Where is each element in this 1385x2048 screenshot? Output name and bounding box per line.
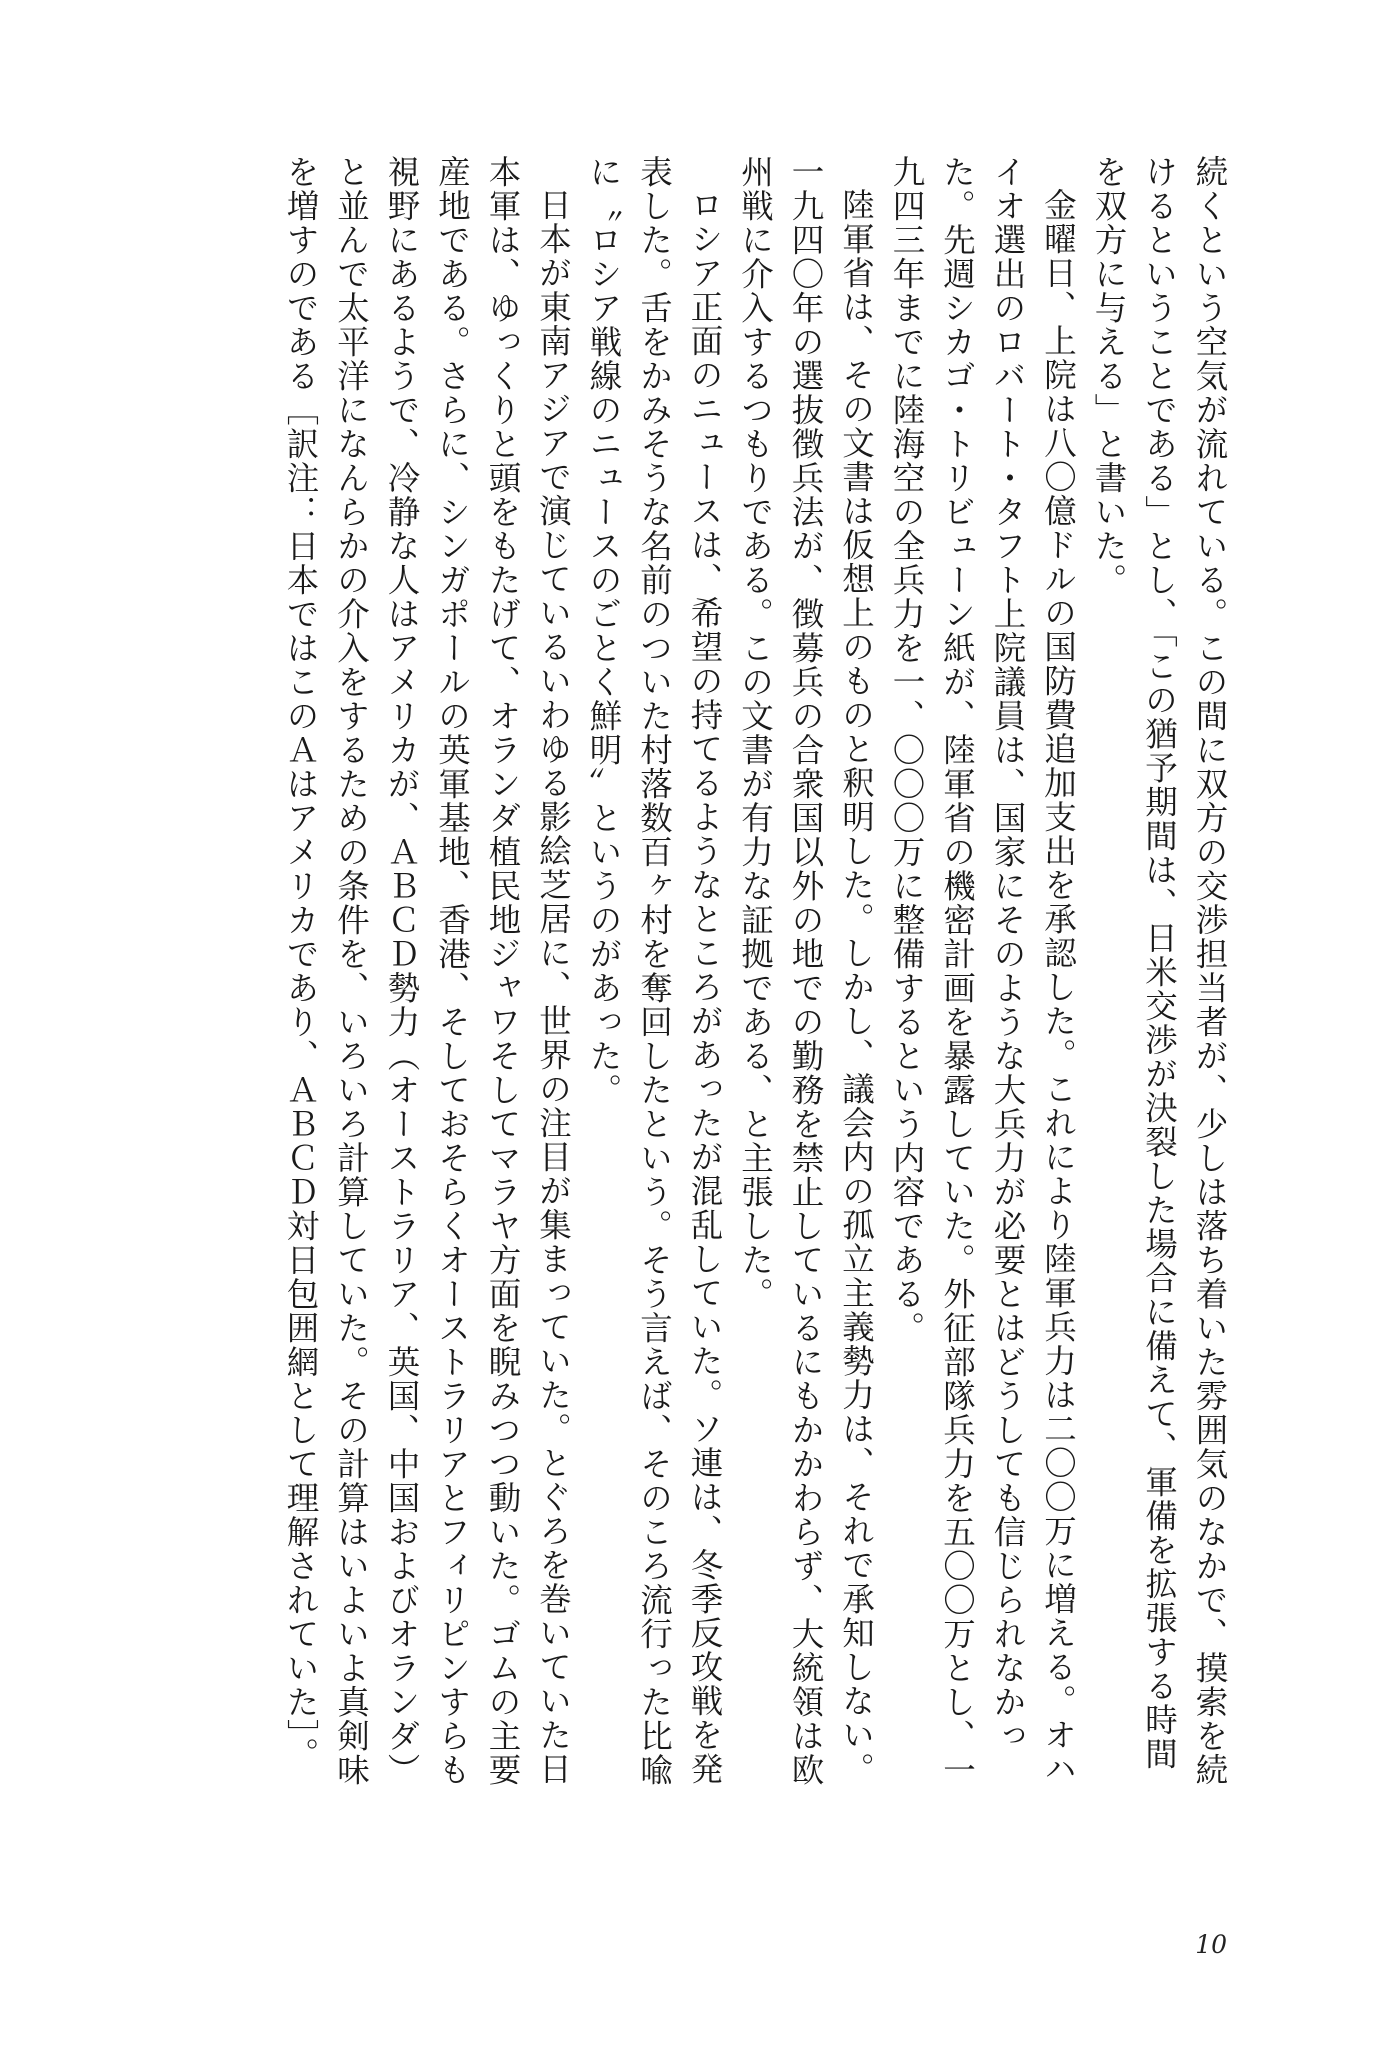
paragraph-senate: 金曜日、上院は八〇億ドルの国防費追加支出を承認した。これにより陸軍兵力は二〇〇万に増える。オハイオ選出のロバート・タフト上院議員は、国家にそのような大兵力が必要とはどうしても信じられなかった。先週シカゴ・トリビューン紙が、陸軍省の機密計画を暴露していた。外征部隊兵力を五〇〇万とし、一九四三年までに陸海空の全兵力を一、〇〇〇万に整備するという内容である。	[888, 155, 1078, 1787]
paragraph-war-department: 陸軍省は、その文書は仮想上のものと釈明した。しかし、議会内の孤立主義勢力は、それで承知しない。一九四〇年の選抜徴兵法が、徴募兵の合衆国以外の地での勤務を禁止しているにもかかわらず、大統領は欧州戦に介入するつもりである。この文書が有力な証拠である、と主張した。	[736, 155, 876, 1787]
paragraph-continued: 続くという空気が流れている。この間に双方の交渉担当者が、少しは落ち着いた雰囲気のなかで、摸索を続けるということである」とし、「この猶予期間は、日米交渉が決裂した場合に備えて、軍備を拡張する時間を双方に与える」と書いた。	[1090, 155, 1229, 1787]
page-number: 10	[1195, 1930, 1227, 1959]
paragraph-russian-front: ロシア正面のニュースは、希望の持てるようなところがあったが混乱していた。ソ連は、冬季反攻戦を発表した。舌をかみそうな名前のついた村落数百ヶ村を奪回したという。そう言えば、そのころ流行った比喩に〝ロシア戦線のニュースのごとく鮮明〟というのがあった。	[585, 155, 724, 1787]
vertical-text-body	[150, 155, 1235, 1795]
paragraph-japan-southeast-asia: 日本が東南アジアで演じているいわゆる影絵芝居に、世界の注目が集まっていた。とぐろを巻いていた日本軍は、ゆっくりと頭をもたげて、オランダ植民地ジャワそしてマラヤ方面を睨みつつ動いた。ゴムの主要産地である。さらに、シンガポールの英軍基地、香港、そしておそらくオーストラリアとフィリピンすらも視野にあるようで、冷静な人はアメリカが、ＡＢＣＤ勢力（オーストラリア、英国、中国およびオランダ）と並んで太平洋になんらかの介入をするための条件を、いろいろ計算していた。その計算はいよいよ真剣味を増すのである［訳注：日本ではこのＡはアメリカであり、ＡＢＣＤ対日包囲網として理解されていた］。	[282, 155, 573, 1787]
